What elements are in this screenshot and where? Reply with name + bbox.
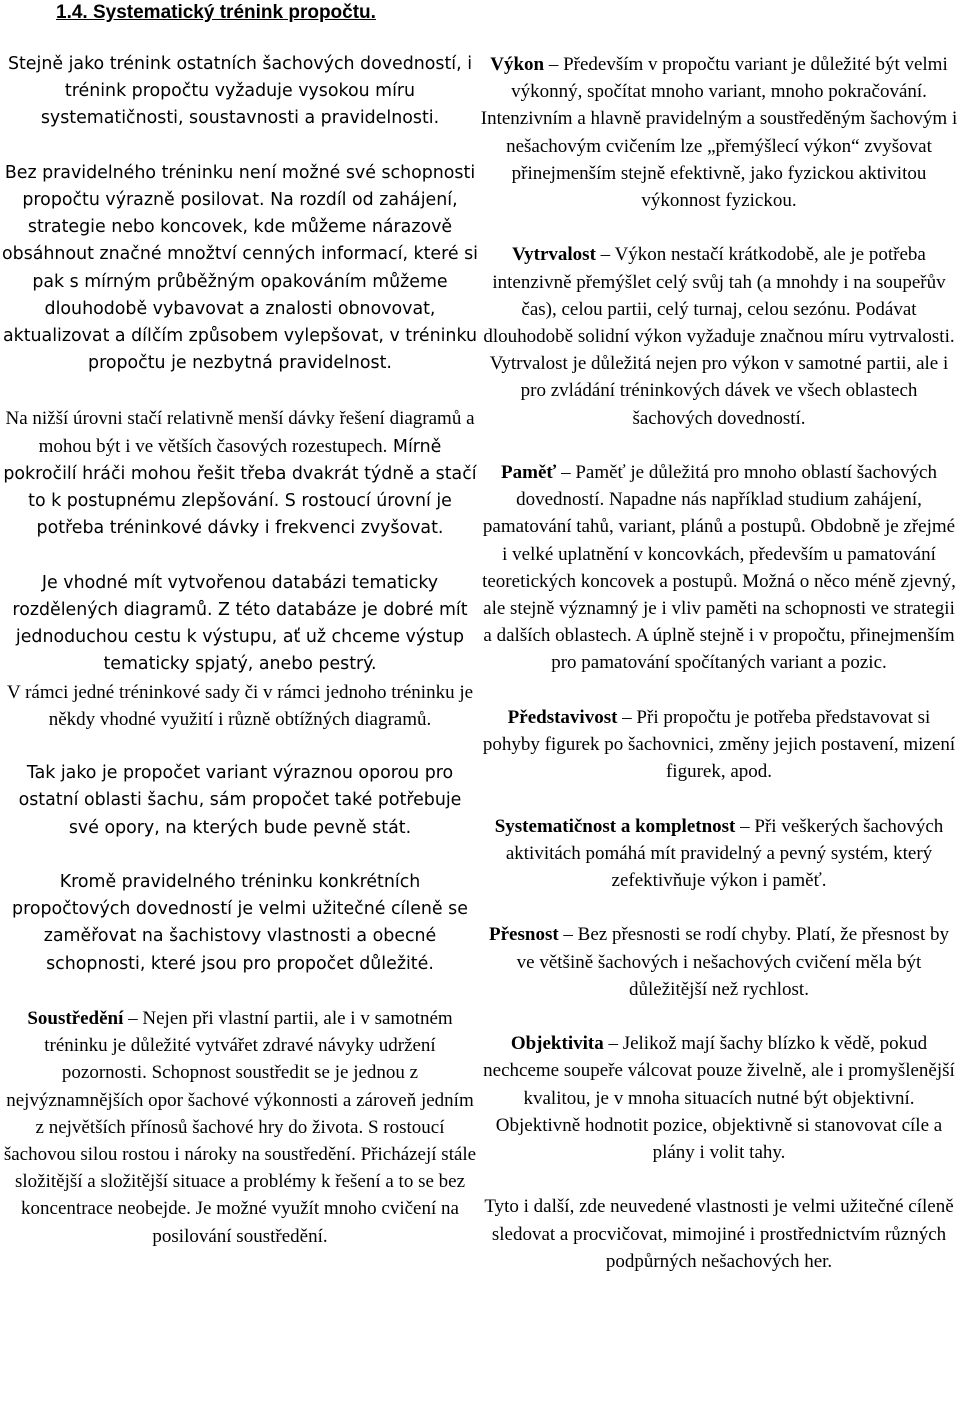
term-imagination: Představivost: [507, 706, 618, 728]
term-concentration: Soustředění: [27, 1008, 124, 1030]
right-column: [480, 51, 958, 1302]
paragraph-imagination: [480, 704, 958, 786]
paragraph-concentration: [2, 1005, 478, 1250]
text-memory: – Paměť je důležitá pro mnoho oblastí šachových dovedností. Napadne nás například studium zahájení, pamatování tahů, variant, plánů a postupů. Obdobně je zřejmé i velké uplatnění v koncovkách, především u pamatování teoretických koncovek a postupů. Možná o něco méně zjevný, ale stejně významný je i vliv paměti na schopnosti ve strategii a dalších oblastech. A úplně stejně i v propočtu, přinejmenším pro pamatování spočítaných variant a pozic.: [482, 462, 956, 674]
text-concentration: – Nejen při vlastní partii, ale i v samotném tréninku je důležité vytvářet zdravé návyky udržení pozornosti. Schopnost soustředit se je jednou z nejvýznamnějších opor šachové výkonnosti a zároveň jedním z největších přínosů šachové hry do života. S rostoucí šachovou silou rostou i nároky na soustředění. Přicházejí stále složitější a složitější situace a problémy k řešení a to se bez koncentrace neobejde. Je možné využít mnoho cvičení na posilování soustředění.: [3, 1008, 477, 1247]
term-objectivity: Objektivita: [510, 1033, 604, 1055]
paragraph-intro: Stejně jako trénink ostatních šachových dovedností, i trénink propočtu vyžaduje vysokou míru systematičnosti, soustavnosti a pravidelnosti.: [7, 54, 473, 129]
paragraph-performance: [480, 51, 958, 214]
term-performance: Výkon: [490, 54, 545, 75]
section-heading: 1.4. Systematický trénink propočtu.: [56, 2, 376, 23]
text-performance: – Především v propočtu variant je důležité být velmi výkonný, spočítat mnoho variant, mnoho pokračování. Intenzivním a hlavně pravidelným a soustředěným šachovým i nešachovým cvičením lze „přemýšlecí výkon“ zvyšovat přinejmenším stejně efektivně, jako fyzickou aktivitou výkonnost fyzickou.: [480, 54, 958, 212]
paragraph-support: Tak jako je propočet variant výraznou oporou pro ostatní oblasti šachu, sám propočet také potřebuje své opory, na kterých bude pevně stát.: [18, 763, 462, 838]
paragraph-endurance: [480, 241, 958, 431]
text-objectivity: – Jelikož mají šachy blízko k vědě, pokud nechceme soupeře válcovat pouze živelně, ale i promyšlenější kvalitou, je v mnoha situacích nutné být objektivní. Objektivně hodnotit pozice, objektivně si stanovovat cíle a plány i volit tahy.: [483, 1033, 955, 1164]
term-precision: Přesnost: [489, 924, 559, 946]
paragraph-database: Je vhodné mít vytvořenou databázi tematicky rozdělených diagramů. Z této databáze je dobré mít jednoduchou cestu k výstupu, ať už chceme výstup tematicky spjatý, anebo pestrý.: [12, 572, 468, 675]
left-column: [2, 51, 478, 1277]
text-endurance: – Výkon nestačí krátkodobě, ale je potřeba intenzivně přemýšlet celý svůj tah (a mnohdy i na soupeřův čas), celou partii, celý turnaj, celou sezónu. Podávat dlouhodobě solidní výkon vyžaduje značnou míru vytrvalosti. Vytrvalost je důležitá nejen pro výkon v samotné partii, ale i pro zvládání tréninkových dávek ve všech oblastech šachových dovedností.: [483, 244, 955, 429]
text-imagination: – Při propočtu je potřeba představovat si pohyby figurek po šachovnici, změny jejich postavení, mizení figurek, apod.: [482, 706, 956, 783]
paragraph-difficulty: V rámci jedné tréninkové sady či v rámci jednoho tréninku je někdy vhodné využití i různě obtížných diagramů.: [6, 681, 474, 730]
paragraph-systematicity: [480, 813, 958, 895]
paragraph-training-doses-part1: Na nižší úrovni stačí relativně menší dávky řešení diagramů a mohou být i ve větších časových rozestupech.: [5, 407, 475, 457]
text-precision: – Bez přesnosti se rodí chyby. Platí, že přesnost by ve většině šachových i nešachových cvičení měla být důležitější než rychlost.: [516, 924, 949, 1000]
paragraph-objectivity: [480, 1030, 958, 1166]
paragraph-precision: [480, 921, 958, 1003]
term-systematicity: Systematičnost a kompletnost: [494, 815, 736, 837]
paragraph-memory: [480, 459, 958, 677]
paragraph-training-doses: [2, 405, 478, 543]
paragraph-training-doses-part2: Mírně pokročilí hráči mohou řešit třeba dvakrát týdně a stačí to k postupnému zlepšování. S rostoucí úrovní je potřeba tréninkové dávky i frekvenci zvyšovat.: [3, 436, 477, 539]
paragraph-closing: Tyto i další, zde neuvedené vlastnosti je velmi užitečné cíleně sledovat a procvičovat, mimojiné i prostřednictvím různých podpůrných nešachových her.: [484, 1196, 954, 1272]
text-systematicity: – Při veškerých šachových aktivitách pomáhá mít pravidelný a pevný systém, který zefektivňuje výkon i paměť.: [505, 815, 944, 892]
term-memory: Paměť: [501, 462, 557, 484]
paragraph-qualities: Kromě pravidelného tréninku konkrétních propočtových dovedností je velmi užitečné cíleně se zaměřovat na šachistovy vlastnosti a obecné schopnosti, které jsou pro propočet důležité.: [12, 872, 468, 974]
term-endurance: Vytrvalost: [512, 244, 596, 266]
paragraph-regularity: Bez pravidelného tréninku není možné své schopnosti propočtu výrazně posilovat. Na rozdíl od zahájení, strategie nebo koncovek, kde můžeme nárazově obsáhnout značné množtví cenných informací, které si pak s mírným průběžným opakováním můžeme dlouhodobě vybavovat a znalosti obnovovat, aktualizovat a dílčím způsobem vylepšovat, v tréninku propočtu je nezbytná pravidelnost.: [2, 162, 478, 374]
